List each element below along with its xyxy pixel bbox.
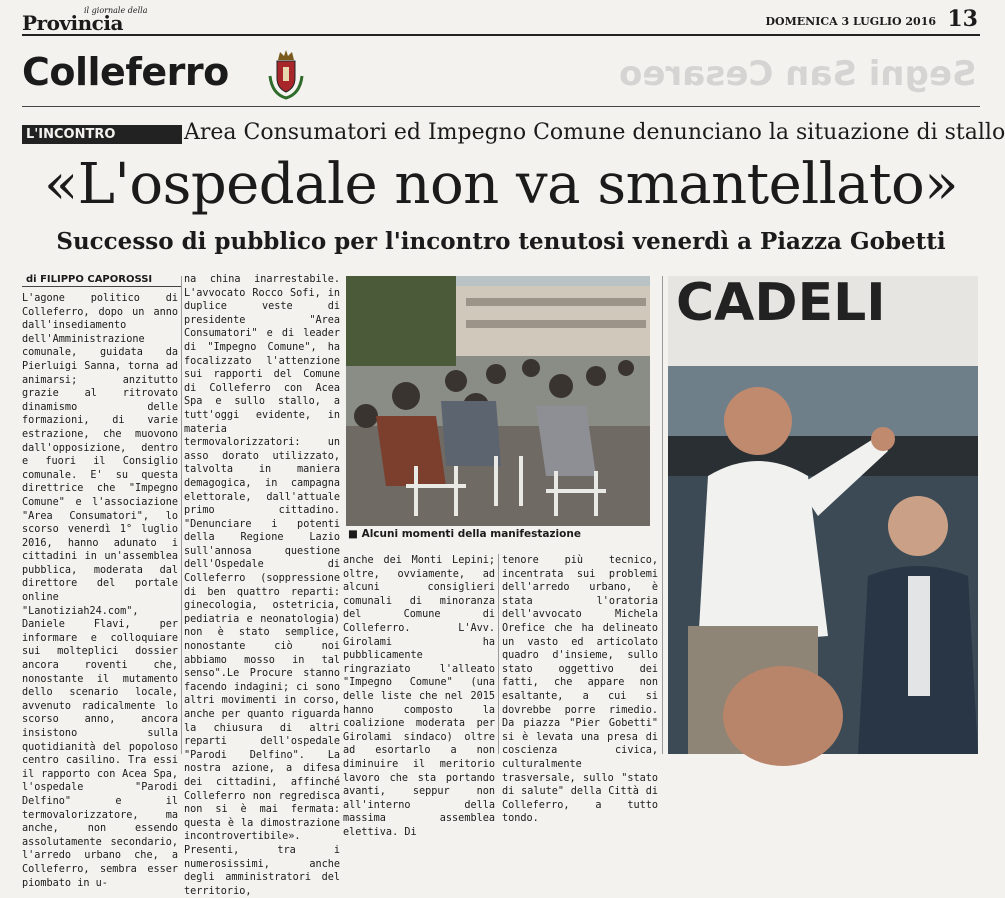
section-title: Colleferro (22, 50, 229, 94)
article-column-2: na china inarrestabile. L'avvocato Rocco Sofi, in duplice veste di presidente "Area Consumatori" e di leader di "Impegno Comune", ha focalizzato l'attenzione sui rapporti del Comune di Colleferro con Acea Spa e sullo stallo, a tutt'oggi evidente, in materia termovalorizzatori: un asso dorato utilizzato, talvolta in maniera demagogica, in campagna elettorale, dall'attuale primo cittadino. "Denunciare i potenti della Regione Lazio sull'annosa questione dell'Ospedale di Colleferro (soppressione di ben quattro reparti: ginecologia, ostetricia, pediatria e neonatologia) non è stato semplice, nonostante ciò noi abbiamo mosso in tal senso".Le Procure stanno facendo indagini; ci sono altri movimenti in corso, anche per quanto riguarda la chiusura di altri reparti dell'ospedale "Parodi Delfino". La nostra azione, a difesa dei cittadini, affinché Colleferro non regredisca non si è mai fermata: questa è la dimostrazione incontrovertibile». Presenti, tra i numerosissimi, anche degli amministratori del territorio, (184, 274, 340, 897)
article-column-1: L'agone politico di Colleferro, dopo un anno dall'insediamento dell'Amministrazione comunale, guidata da Pierluigi Sanna, torna ad animarsi; anzitutto grazie al ritrovato dinamismo delle formazioni, di varie estrazione, che muovono dall'opposizione, dentro e fuori il Consiglio comunale. E' su questa direttrice che "Impegno Comune" e l'associazione "Area Consumatori", lo scorso venerdì 1° luglio 2016, hanno adunato i cittadini in un'assemblea pubblica, moderata dal direttore del portale online "Lanotiziah24.com", Daniele Flavi, per informare e colloquiare sui molteplici dossier ancora roventi che, nonostante il mutamento dello scenario locale, avvenuto radicalmente lo scorso anno, ancora insistono sulla quotidianità del popoloso centro casilino. Tra essi il rapporto con Acea Spa, l'ospedale "Parodi Delfino" e il termovalorizzatore, ma anche, non essendo assolutamente secondario, l'arredo urbano che, a Colleferro, sembra esser piombato in u- (22, 293, 178, 889)
banner-text: CADELI (676, 273, 886, 333)
kicker-row (22, 120, 1005, 148)
issue-date: DOMENICA 3 LUGLIO 2016 (765, 15, 936, 28)
bleed-through-text: Segni San Cesareo (618, 54, 976, 94)
article-subhead: Successo di pubblico per l'incontro tenutosi venerdì a Piazza Gobetti (56, 228, 946, 255)
kicker-text: Area Consumatori ed Impegno Comune denunciano la situazione di stallo (184, 120, 1005, 145)
masthead-prefix: il giornale della (84, 6, 148, 15)
crowd-photo (346, 276, 650, 526)
byline-rule (22, 286, 182, 287)
speaker-photo (668, 273, 978, 754)
section-header (22, 40, 980, 107)
page-number: 13 (947, 6, 978, 32)
column-divider (662, 276, 663, 754)
kicker-label: L'INCONTRO (22, 125, 182, 144)
article-column-4: tenore più tecnico, incentrata sui problemi dell'arredo urbano, è stata l'oratoria dell'avvocato Michela Orefice che ha delineato un vasto ed articolato quadro d'insieme, sullo stato oggettivo dei fatti, che appare non esaltante, a cui si dovrebbe porre rimedio. Da piazza "Pier Gobetti" si è levata una presa di coscienza civica, culturalmente trasversale, sullo "stato di salute" della Città di Colleferro, a tutto tondo. (502, 555, 658, 825)
article-headline: «L'ospedale non va smantellato» (44, 152, 958, 217)
byline: di FILIPPO CAPOROSSI (26, 274, 153, 285)
masthead-name: Provincia (22, 11, 123, 35)
column-divider (181, 276, 182, 754)
photo-caption: ■ Alcuni momenti della manifestazione (348, 528, 581, 540)
column-divider (498, 554, 499, 754)
masthead (22, 6, 980, 36)
town-crest-icon (266, 46, 306, 100)
article-column-3: anche dei Monti Lepini; oltre, ovviamente, ad alcuni consiglieri comunali di minoranza del Comune di Colleferro. L'Avv. Girolami ha pubblicamente ringraziato l'alleato "Impegno Comune" (una delle liste che nel 2015 hanno composto la coalizione moderata per Girolami sindaco) oltre ad esortarlo a non diminuire il meritorio lavoro che sta portando avanti, seppur non all'interno della massima assemblea elettiva. Di (343, 555, 495, 838)
